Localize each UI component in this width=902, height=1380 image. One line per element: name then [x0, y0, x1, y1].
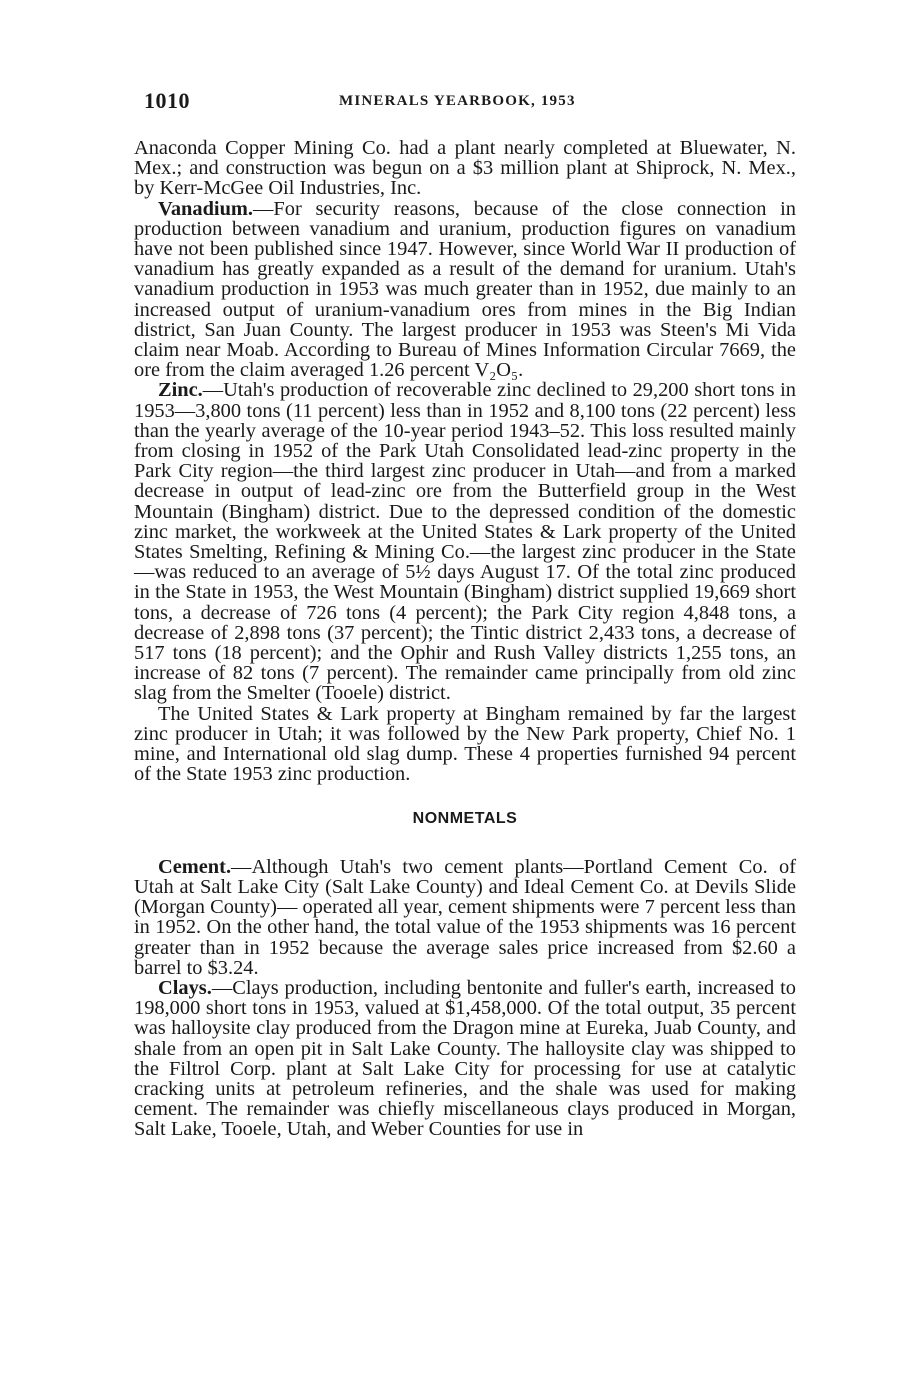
paragraph-lead-vanadium: Vanadium.: [158, 197, 254, 220]
paragraph-lead-cement: Cement.: [158, 855, 232, 878]
paragraph-text: —Utah's production of recoverable zinc declined to 29,200 short tons in 1953—3,800 tons (11 percent) less than in 1952 and 8,100 tons (22 percent) less than the yearly average of the 10-year period 1943–52. This loss resulted mainly from closing in 1952 of the Park Utah Consolidated lead-zinc property in the Park City region—the third largest zinc producer in Utah—and from a marked decrease in output of lead-zinc ore from the Butterfield group in the West Mountain (Bingham) district. Due to the depressed condition of the domestic zinc market, the workweek at the United States & Lark property of the United States Smelting, Refining & Mining Co.—the largest zinc producer in the State—was reduced to an average of 5½ days August 17. Of the total zinc produced in the State in 1953, the West Mountain (Bingham) district supplied 19,669 short tons, a decrease of 726 tons (4 percent); the Park City region 4,848 tons, a decrease of 2,898 tons (37 percent); the Tintic district 2,433 tons, a decrease of 517 tons (18 percent); and the Ophir and Rush Valley districts 1,255 tons, an increase of 82 tons (7 percent). The remainder came principally from old zinc slag from the Smelter (Tooele) district.: [134, 379, 796, 705]
paragraph-vanadium: [134, 199, 796, 381]
page-number: 1010: [144, 88, 190, 113]
paragraph-zinc: [134, 380, 796, 703]
running-title: MINERALS YEARBOOK, 1953: [339, 93, 576, 109]
paragraph-text: —Clays production, including bentonite and fuller's earth, increased to 198,000 short tons in 1953, valued at $1,458,000. Of the total output, 35 percent was halloysite clay produced from the Dragon mine at Eureka, Juab County, and shale from an open pit in Salt Lake County. The halloysite clay was shipped to the Filtrol Corp. plant at Salt Lake City for processing for use at catalytic cracking units at petroleum refineries, and the shale was used for making cement. The remainder was chiefly miscellaneous clays produced in Morgan, Salt Lake, Tooele, Utah, and Weber Counties for use in: [134, 976, 796, 1141]
paragraph-text: —For security reasons, because of the close connection in production between vanadium and uranium, production figures on vanadium have not been published since 1947. However, since World War II production of vanadium has greatly expanded as a result of the demand for uranium. Utah's vanadium production in 1953 was much greater than in 1952, due mainly to an increased output of uranium-vanadium ores from mines in the Big Indian district, San Juan County. The largest producer in 1953 was Steen's Mi Vida claim near Moab. According to Bureau of Mines Information Circular 7669, the ore from the claim averaged 1.26 percent V₂O₅.: [134, 197, 796, 382]
section-heading-nonmetals: NONMETALS: [412, 809, 518, 827]
paragraph-clays: [134, 978, 796, 1140]
paragraph-cement: [134, 857, 796, 978]
paragraph-lead-zinc: Zinc.: [158, 379, 203, 402]
paragraph-text: —Although Utah's two cement plants—Portland Cement Co. of Utah at Salt Lake City (Salt Lake County) and Ideal Cement Co. at Devils Slide (Morgan County)— operated all year, cement shipments were 7 percent less than in 1952. On the other hand, the total value of the 1953 shipments was 16 percent greater than in 1952 because the average sales price increased from $2.60 a barrel to $3.24.: [134, 855, 796, 979]
paragraph-anaconda: [134, 138, 796, 199]
paragraph-text: The United States & Lark property at Bingham remained by far the largest zinc producer in Utah; it was followed by the New Park property, Chief No. 1 mine, and International old slag dump. These 4 properties furnished 94 percent of the State 1953 zinc production.: [134, 702, 796, 786]
paragraph-zinc-producers: [134, 704, 796, 785]
paragraph-text: Anaconda Copper Mining Co. had a plant nearly completed at Bluewater, N. Mex.; and construction was begun on a $3 million plant at Shiprock, N. Mex., by Kerr-McGee Oil Industries, Inc.: [134, 137, 796, 200]
body-text: [134, 138, 796, 1140]
paragraph-lead-clays: Clays.: [158, 976, 212, 999]
page-header: [144, 88, 794, 118]
